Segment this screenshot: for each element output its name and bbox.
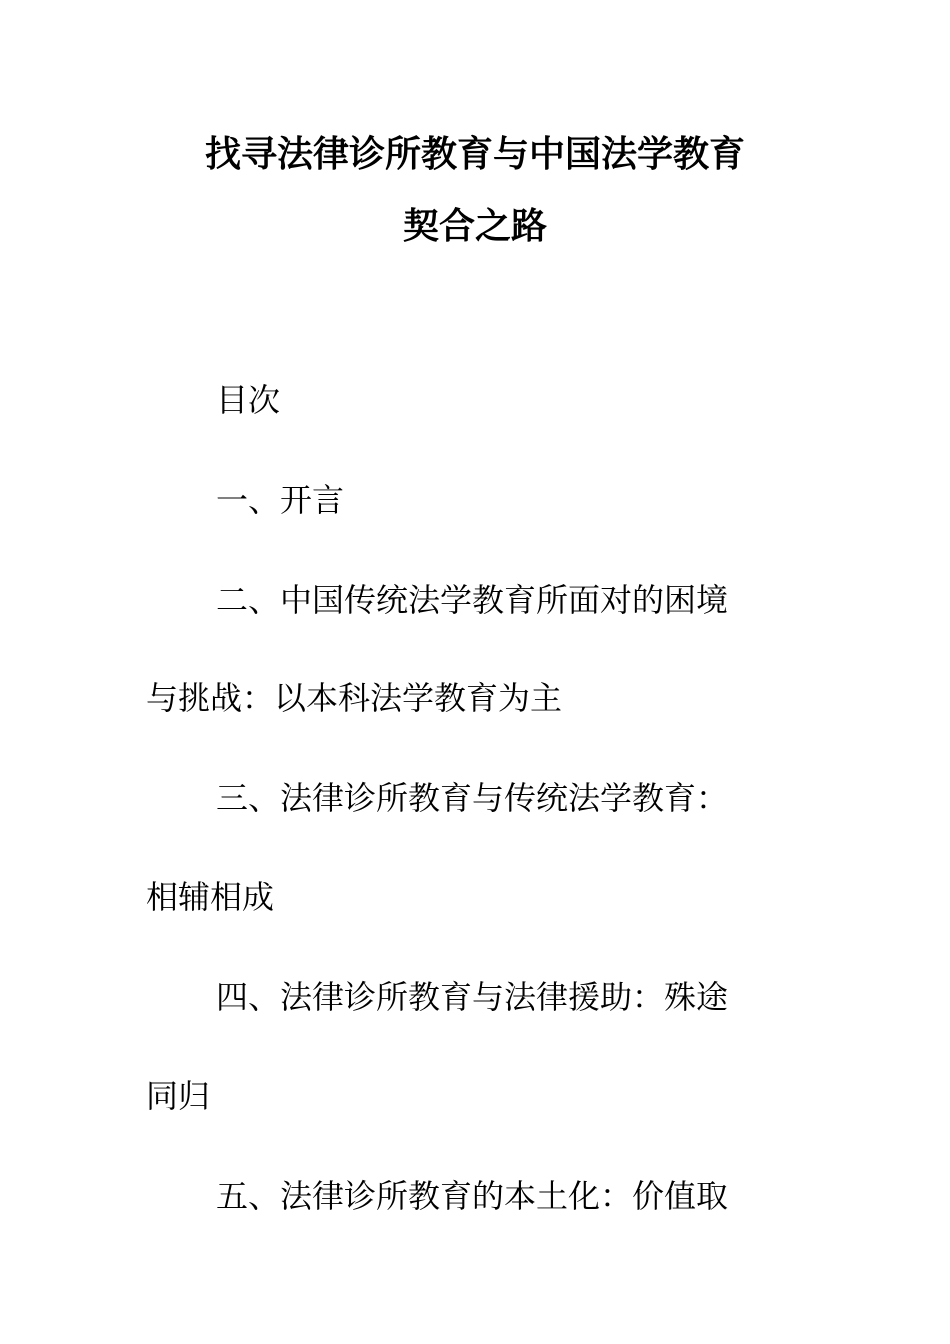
toc-item-1: 一、开言 xyxy=(216,481,345,519)
toc-item-4-line-2: 同归 xyxy=(146,1077,211,1115)
toc-item-3-line-2: 相辅相成 xyxy=(146,878,275,916)
toc-heading: 目次 xyxy=(216,381,281,419)
document-title-line-2: 契合之路 xyxy=(402,206,547,247)
document-title-line-1: 找寻法律诊所教育与中国法学教育 xyxy=(204,134,745,175)
toc-item-5-line-1: 五、法律诊所教育的本土化：价值取 xyxy=(216,1177,729,1215)
toc-item-2-line-2: 与挑战：以本科法学教育为主 xyxy=(146,679,563,717)
toc-item-3-line-1: 三、法律诊所教育与传统法学教育： xyxy=(216,779,729,817)
toc-item-4-line-1: 四、法律诊所教育与法律援助：殊途 xyxy=(216,978,729,1016)
toc-item-2-line-1: 二、中国传统法学教育所面对的困境 xyxy=(216,581,729,619)
